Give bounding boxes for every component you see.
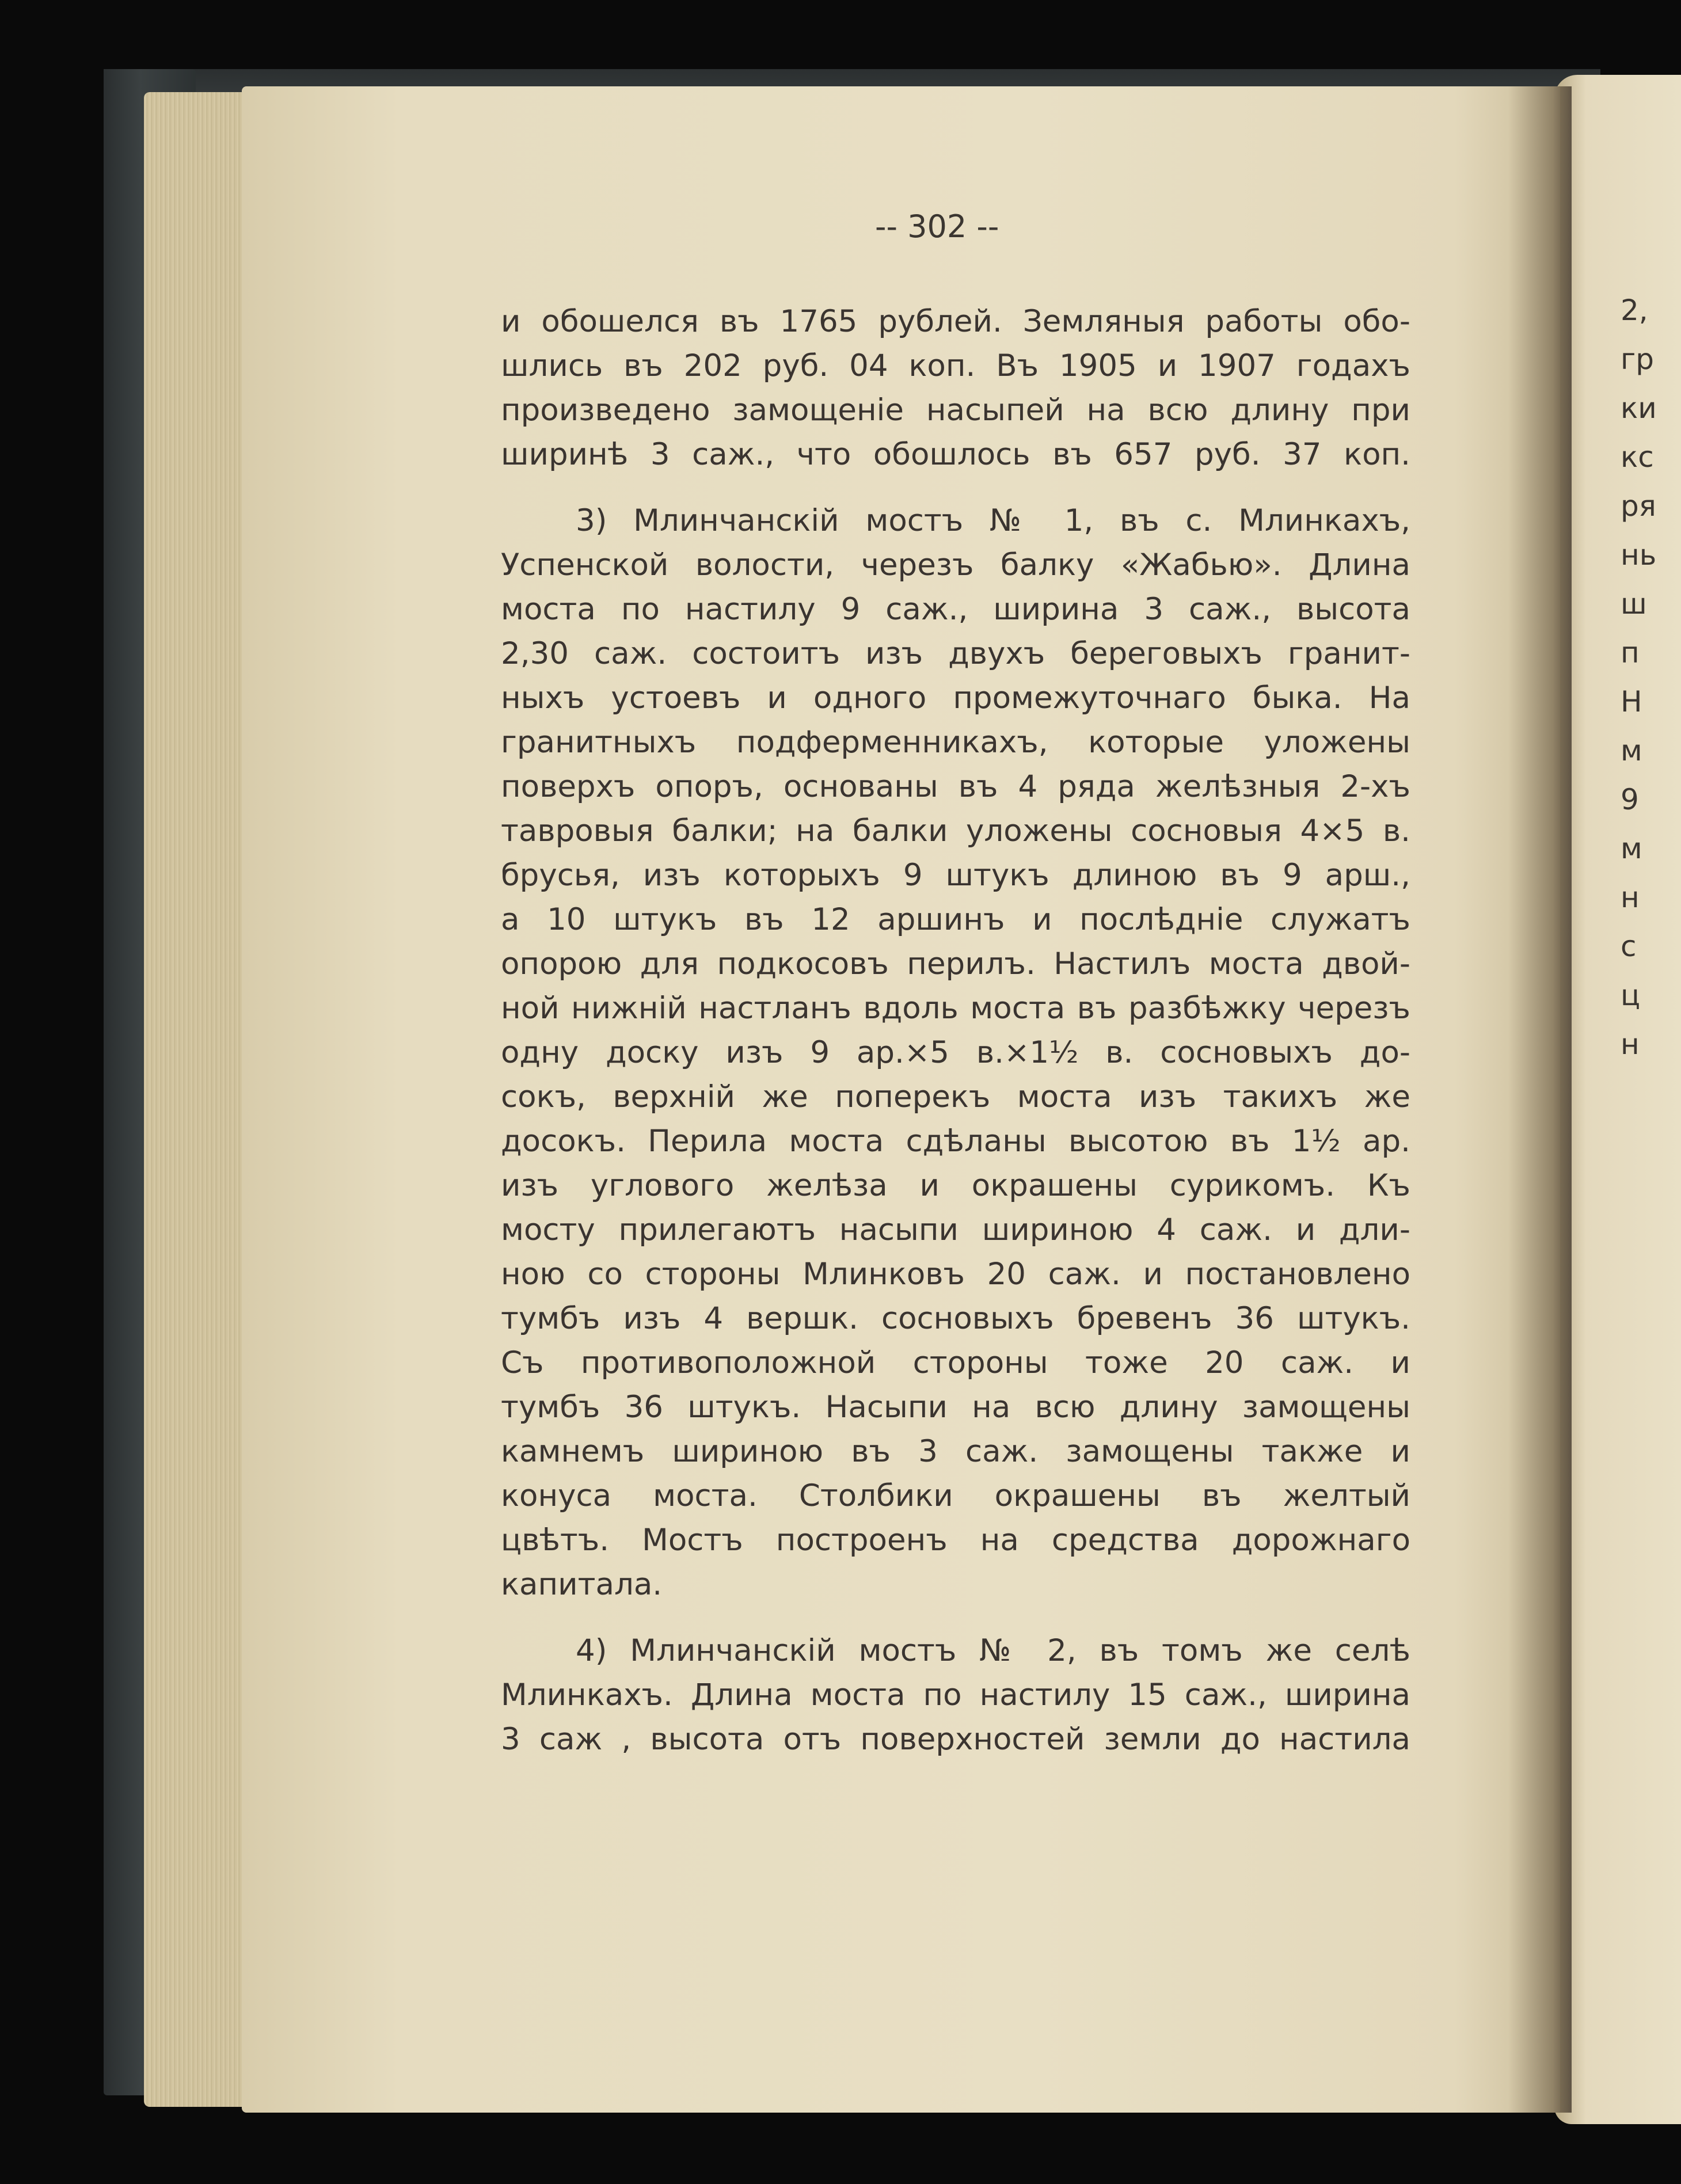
facing-page-fragment: с xyxy=(1621,930,1637,963)
facing-page-fragment: ш xyxy=(1621,587,1647,621)
text-line: ною со стороны Млинковъ 20 саж. и постановлено xyxy=(501,1257,1410,1292)
text-line: тавровыя балки; на балки уложены сосновыя 4×5 в. xyxy=(501,813,1410,849)
text-line: ныхъ устоевъ и одного промежуточнаго быка. На xyxy=(501,680,1410,716)
text-line: ной нижній настланъ вдоль моста въ разбѣжку черезъ xyxy=(501,991,1410,1026)
facing-page-fragment: н xyxy=(1621,1028,1640,1061)
text-line: досокъ. Перила моста сдѣланы высотою въ 1½ ар. xyxy=(501,1124,1410,1159)
text-line: 4) Млинчанскій мостъ № 2, въ томъ же селѣ xyxy=(576,1633,1410,1668)
page-number: -- 302 -- xyxy=(875,208,999,245)
text-line: а 10 штукъ въ 12 аршинъ и послѣдніе служатъ xyxy=(501,902,1410,937)
text-line: капитала. xyxy=(501,1567,663,1602)
text-line: брусья, изъ которыхъ 9 штукъ длиною въ 9 арш., xyxy=(501,858,1410,893)
text-line: цвѣтъ. Мостъ построенъ на средства дорожнаго xyxy=(501,1523,1410,1558)
facing-page-fragment: м xyxy=(1621,832,1642,865)
facing-page-fragment: н xyxy=(1621,881,1640,914)
text-line: одну доску изъ 9 ар.×5 в.×1½ в. сосновыхъ до- xyxy=(501,1035,1410,1070)
text-line: Успенской волости, черезъ балку «Жабью». Длина xyxy=(501,547,1410,583)
facing-page-fragment: ря xyxy=(1621,489,1656,523)
facing-page-fragment: нь xyxy=(1621,538,1657,572)
facing-page xyxy=(1554,75,1681,2124)
text-line: сокъ, верхній же поперекъ моста изъ такихъ же xyxy=(501,1079,1410,1114)
text-line: Млинкахъ. Длина моста по настилу 15 саж., ширина xyxy=(501,1677,1410,1713)
text-line: опорою для подкосовъ перилъ. Настилъ моста двой- xyxy=(501,946,1410,981)
text-line: ширинѣ 3 саж., что обошлось въ 657 руб. 37 коп. xyxy=(501,437,1410,472)
text-line: произведено замощеніе насыпей на всю длину при xyxy=(501,393,1410,428)
facing-page-fragment: п xyxy=(1621,636,1640,669)
text-line: гранитныхъ подферменникахъ, которые уложены xyxy=(501,725,1410,760)
text-line: и обошелся въ 1765 рублей. Земляныя работы обо- xyxy=(501,304,1410,339)
text-line: камнемъ шириною въ 3 саж. замощены также и xyxy=(501,1434,1410,1469)
text-line: конуса моста. Столбики окрашены въ желтый xyxy=(501,1478,1410,1513)
text-line: 3 саж , высота отъ поверхностей земли до настила xyxy=(501,1722,1410,1757)
facing-page-fragment: кс xyxy=(1621,440,1654,474)
text-line: мосту прилегаютъ насыпи шириною 4 саж. и дли- xyxy=(501,1212,1410,1247)
text-line: Съ противоположной стороны тоже 20 саж. и xyxy=(501,1345,1410,1380)
text-line: 2,30 саж. состоитъ изъ двухъ береговыхъ гранит- xyxy=(501,636,1410,671)
facing-page-fragment: гр xyxy=(1621,343,1655,376)
facing-page-fragment: м xyxy=(1621,734,1642,767)
text-line: шлись въ 202 руб. 04 коп. Въ 1905 и 1907 годахъ xyxy=(501,348,1410,383)
text-line: тумбъ 36 штукъ. Насыпи на всю длину замощены xyxy=(501,1390,1410,1425)
text-line: поверхъ опоръ, основаны въ 4 ряда желѣзныя 2-хъ xyxy=(501,769,1410,804)
facing-page-fragment: 9 xyxy=(1621,783,1639,816)
text-line: тумбъ изъ 4 вершк. сосновыхъ бревенъ 36 штукъ. xyxy=(501,1301,1410,1336)
facing-page-fragment: Н xyxy=(1621,685,1642,718)
gutter-shadow xyxy=(1508,86,1572,2113)
text-line: 3) Млинчанскій мостъ № 1, въ с. Млинкахъ, xyxy=(576,503,1410,538)
page-text xyxy=(501,299,1410,1761)
facing-page-fragment: ки xyxy=(1621,391,1657,425)
text-line: изъ углового желѣза и окрашены сурикомъ. Къ xyxy=(501,1168,1410,1203)
facing-page-fragment: ц xyxy=(1621,979,1641,1012)
facing-page-fragment: 2, xyxy=(1621,294,1648,327)
text-line: моста по настилу 9 саж., ширина 3 саж., высота xyxy=(501,592,1410,627)
